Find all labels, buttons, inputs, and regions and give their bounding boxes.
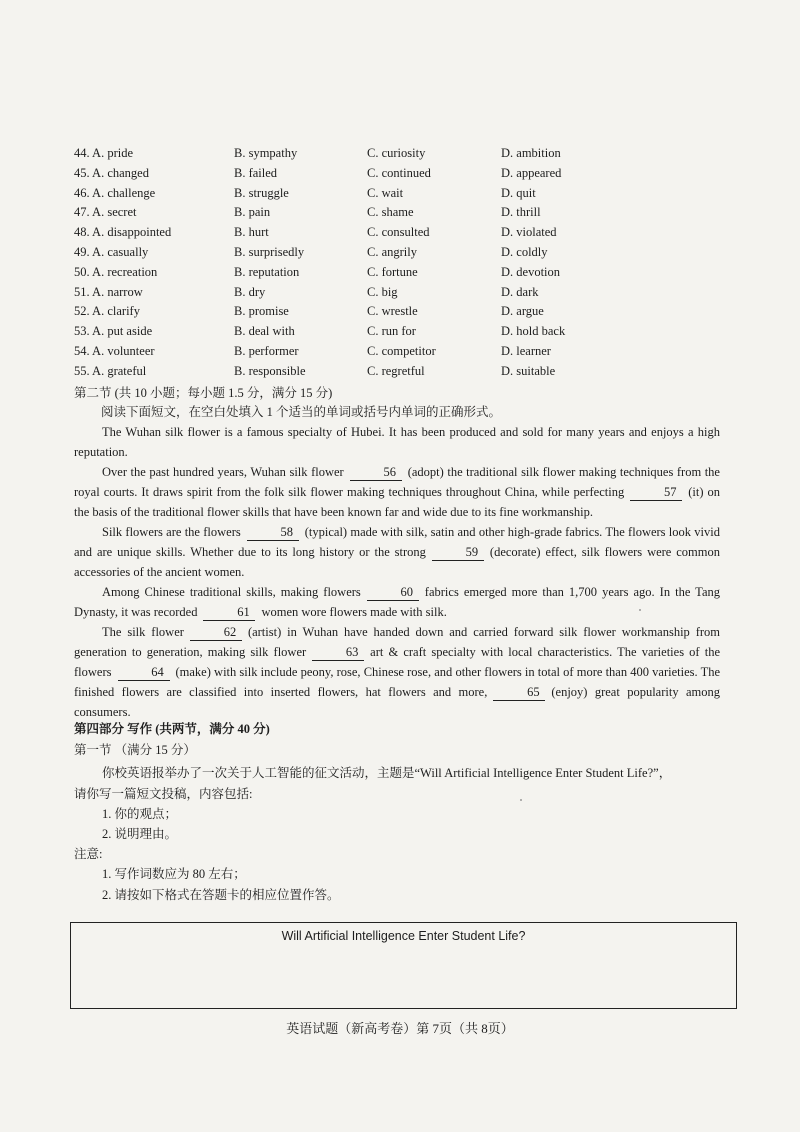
option-d: D. thrill xyxy=(501,205,541,220)
passage-text: (it) on the basis of the traditional flower skills that have been known far and wide due to its fine workmanship. xyxy=(74,485,720,519)
option-row xyxy=(74,362,734,382)
option-c: C. curiosity xyxy=(367,146,426,160)
option-b: B. responsible xyxy=(234,363,306,378)
option-a: 55. A. grateful xyxy=(74,363,147,378)
option-row xyxy=(74,342,734,362)
passage-text: women wore flowers made with silk. xyxy=(261,605,447,619)
passage-text: (decorate) effect, silk flowers were common accessories of the ancient women. xyxy=(74,545,720,579)
passage-paragraph-5 xyxy=(74,622,720,722)
passage-paragraph-4 xyxy=(74,582,720,622)
passage-text: Among Chinese traditional skills, making flowers xyxy=(102,585,361,599)
passage-text: The Wuhan silk flower is a famous specialty of Hubei. It has been produced and sold for many years and enjoys a high reputation. xyxy=(74,425,720,459)
option-a: 50. A. recreation xyxy=(74,264,158,279)
option-row xyxy=(74,144,734,164)
content-item-1: 1. 你的观点； xyxy=(102,807,178,821)
option-c: C. continued xyxy=(367,165,431,180)
option-row xyxy=(74,223,734,243)
option-d: D. quit xyxy=(501,185,536,200)
blank-64[interactable]: 64 xyxy=(118,664,170,681)
blank-61[interactable]: 61 xyxy=(203,604,255,621)
option-d: D. coldly xyxy=(501,244,548,259)
blank-57[interactable]: 57 xyxy=(630,484,682,501)
writing-task xyxy=(74,763,734,805)
option-c: C. consulted xyxy=(367,225,430,240)
passage-text: (artist) in Wuhan have handed down and carried forward silk flower workmanship from generation to generation, making silk flower xyxy=(74,625,721,659)
option-row xyxy=(74,263,734,283)
passage-paragraph-3 xyxy=(74,522,720,582)
scan-speck xyxy=(520,799,522,801)
passage-text: Over the past hundred years, Wuhan silk flower xyxy=(102,465,344,479)
option-b: B. hurt xyxy=(234,225,269,240)
blank-60[interactable]: 60 xyxy=(367,584,419,601)
blank-62[interactable]: 62 xyxy=(190,624,242,641)
option-c: C. shame xyxy=(367,205,414,220)
blank-63[interactable]: 63 xyxy=(312,644,364,661)
cloze-passage xyxy=(74,422,720,722)
blank-59[interactable]: 59 xyxy=(432,544,484,561)
option-d: D. ambition xyxy=(501,146,561,160)
options-table xyxy=(74,144,734,382)
option-a: 47. A. secret xyxy=(74,205,137,220)
note-item-2: 2. 请按如下格式在答题卡的相应位置作答。 xyxy=(102,888,340,902)
blank-65[interactable]: 65 xyxy=(493,684,545,701)
passage-paragraph-1 xyxy=(74,422,720,462)
section2-heading: 第二节 (共 10 小题；每小题 1.5 分，满分 15 分) xyxy=(74,386,333,400)
option-a: 45. A. changed xyxy=(74,165,149,180)
passage-text: (typical) made with silk, satin and other high-grade fabrics. The flowers look vivid and are unique skills. Whether due to its long history or the strong xyxy=(74,525,720,559)
option-a: 51. A. narrow xyxy=(74,284,143,299)
task-line-2: 请你写一篇短文投稿，内容包括: xyxy=(74,787,253,801)
option-row xyxy=(74,164,734,184)
answer-box[interactable] xyxy=(70,922,737,1009)
note-item-1: 1. 写作词数应为 80 左右； xyxy=(102,867,246,881)
option-b: B. reputation xyxy=(234,264,300,279)
option-c: C. wrestle xyxy=(367,304,418,319)
option-b: B. performer xyxy=(234,343,299,358)
passage-text: (enjoy) great popularity among consumers. xyxy=(74,685,721,719)
content-item-2: 2. 说明理由。 xyxy=(102,827,178,841)
option-d: D. learner xyxy=(501,343,551,358)
option-row xyxy=(74,302,734,322)
blank-56[interactable]: 56 xyxy=(350,464,402,481)
option-row xyxy=(74,184,734,204)
option-b: B. deal with xyxy=(234,324,295,339)
option-d: D. argue xyxy=(501,304,544,319)
option-a: 44. A. pride xyxy=(74,146,134,160)
option-d: D. suitable xyxy=(501,363,556,378)
option-c: C. big xyxy=(367,284,398,299)
option-d: D. devotion xyxy=(501,264,561,279)
passage-text: (adopt) the traditional silk flower making techniques from the royal courts. It draws spirit from the folk silk flower making techniques throughout China, while perfecting xyxy=(74,465,720,499)
option-c: C. competitor xyxy=(367,343,436,358)
option-row xyxy=(74,203,734,223)
option-a: 46. A. challenge xyxy=(74,185,156,200)
passage-text: The silk flower xyxy=(102,625,184,639)
passage-text: art & craft specialty with local characteristics. The varieties of the flowers xyxy=(74,645,720,679)
passage-text: Silk flowers are the flowers xyxy=(102,525,241,539)
answer-box-title: Will Artificial Intelligence Enter Student Life? xyxy=(281,929,526,943)
option-d: D. dark xyxy=(501,284,539,299)
note-label: 注意: xyxy=(74,847,103,861)
option-a: 49. A. casually xyxy=(74,244,149,259)
option-b: B. sympathy xyxy=(234,146,298,160)
passage-paragraph-2 xyxy=(74,462,720,522)
option-b: B. failed xyxy=(234,165,278,180)
option-b: B. surprisedly xyxy=(234,244,305,259)
passage-text: fabrics emerged more than 1,700 years ago. In the Tang Dynasty, it was recorded xyxy=(74,585,720,619)
section2-instruction: 阅读下面短文，在空白处填入 1 个适当的单词或括号内单词的正确形式。 xyxy=(101,405,502,419)
option-b: B. dry xyxy=(234,284,266,299)
option-row xyxy=(74,243,734,263)
part4-section1-heading: 第一节 （满分 15 分） xyxy=(74,743,196,757)
option-row xyxy=(74,322,734,342)
option-c: C. wait xyxy=(367,185,404,200)
option-b: B. pain xyxy=(234,205,271,220)
option-a: 54. A. volunteer xyxy=(74,343,155,358)
option-c: C. regretful xyxy=(367,363,425,378)
option-d: D. hold back xyxy=(501,324,566,339)
option-d: D. appeared xyxy=(501,165,562,180)
option-c: C. fortune xyxy=(367,264,418,279)
option-row xyxy=(74,283,734,303)
scan-speck xyxy=(639,609,641,611)
option-c: C. angrily xyxy=(367,244,417,259)
option-b: B. promise xyxy=(234,304,289,319)
blank-58[interactable]: 58 xyxy=(247,524,299,541)
passage-text: (make) with silk include peony, rose, Chinese rose, and other flowers in total of more than 400 varieties. The finished flowers are classified into inserted flowers, hat flowers and more, xyxy=(74,665,720,699)
option-c: C. run for xyxy=(367,324,416,339)
option-a: 52. A. clarify xyxy=(74,304,140,319)
option-a: 48. A. disappointed xyxy=(74,225,172,240)
part4-heading: 第四部分 写作 (共两节，满分 40 分) xyxy=(74,722,270,736)
option-b: B. struggle xyxy=(234,185,289,200)
option-a: 53. A. put aside xyxy=(74,324,153,339)
task-line-1: 你校英语报举办了一次关于人工智能的征文活动，主题是“Will Artificial Intelligence Enter Student Life?”， xyxy=(102,766,672,780)
option-d: D. violated xyxy=(501,225,557,240)
page-footer: 英语试题（新高考卷）第 7页（共 8页） xyxy=(286,1021,514,1036)
